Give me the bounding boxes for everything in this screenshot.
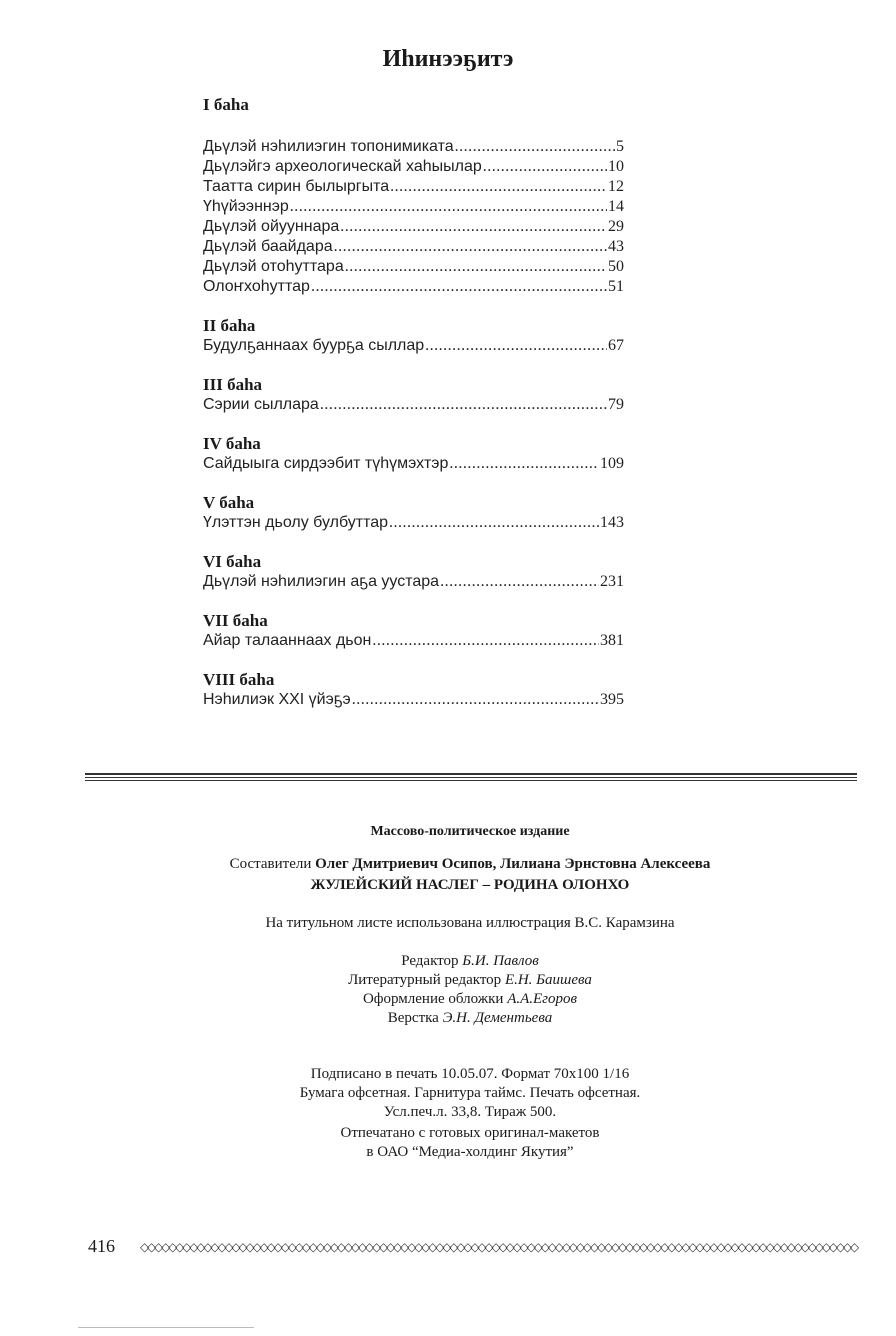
printer-line: Отпечатано с готовых оригинал-макетов: [340, 1125, 600, 1141]
toc-entry-page: 5: [616, 138, 624, 155]
toc-entry-title: Дьүлэй нэhилиэгин топонимиката: [203, 138, 454, 155]
publication-kind: Массово-политическое издание: [370, 824, 570, 839]
compilers-names: Олег Дмитриевич Осипов, Лилиана Эрнстовна Алексеева: [315, 856, 711, 872]
diamond-chain-icon: ◇◇◇◇◇◇◇◇◇◇◇◇◇◇◇◇◇◇◇◇◇◇◇◇◇◇◇◇◇◇◇◇◇◇◇◇◇◇◇◇◇◇◇◇◇◇◇◇◇◇◇◇◇◇◇◇◇◇◇◇◇◇◇◇◇◇◇◇◇◇◇◇◇◇◇◇◇◇◇◇◇◇◇◇◇◇◇◇◇◇◇◇◇◇◇◇◇◇◇◇◇◇: [140, 1239, 857, 1254]
toc-leader-dots: [425, 336, 607, 356]
toc-entry-title: Сэрии сыллара: [203, 396, 319, 413]
credit-role: Литературный редактор: [348, 972, 502, 988]
credit-name: Е.Н. Баишева: [504, 972, 592, 988]
credit-line: [0, 971, 896, 990]
toc-entry-title: Дьүлэй баайдара: [203, 238, 333, 255]
toc-leader-dots: [455, 137, 615, 157]
toc-leader-dots: [320, 395, 607, 415]
toc-entry-page: 51: [608, 278, 624, 295]
toc-entry: [203, 395, 624, 415]
toc-section-heading: III баhа: [203, 375, 263, 394]
divider-double-rule: [85, 773, 857, 783]
toc-title: Иhинээҕитэ: [382, 46, 514, 72]
credit-name: Б.И. Павлов: [462, 953, 539, 969]
toc-entry-page: 143: [600, 514, 624, 531]
toc-entry: [203, 137, 624, 157]
toc-leader-dots: [334, 237, 607, 257]
compilers-prefix: Составители: [229, 856, 312, 872]
toc-leader-dots: [340, 217, 607, 237]
publication-line: Подписано в печать 10.05.07. Формат 70х100 1/16: [310, 1066, 630, 1082]
toc-entry: [203, 631, 624, 651]
publication-details: [0, 1065, 896, 1122]
illustration-note: На титульном листе использована иллюстрация В.С. Карамзина: [265, 915, 675, 931]
toc-entry: [203, 690, 624, 710]
toc-entry: [203, 157, 624, 177]
toc-leader-dots: [389, 513, 599, 533]
toc-section: [203, 434, 624, 474]
toc-entry-page: 395: [600, 691, 624, 708]
publication-line: Бумага офсетная. Гарнитура таймс. Печать офсетная.: [299, 1085, 641, 1101]
toc-entry-title: Дьүлэй ойууннара: [203, 218, 340, 235]
toc-entry: [203, 197, 624, 217]
credit-line: [0, 952, 896, 971]
toc-entry-page: 10: [608, 158, 624, 175]
compilers-line: [0, 855, 896, 874]
toc-section-heading: VIII баhа: [203, 670, 275, 689]
toc-entry-page: 79: [608, 396, 624, 413]
toc-entry-page: 43: [608, 238, 624, 255]
toc-entry-title: Айар талааннаах дьон: [203, 632, 372, 649]
credits-list: [0, 952, 896, 1028]
toc-entry-page: 50: [608, 258, 624, 275]
toc-entry-title: Олоҥхоhуттар: [203, 278, 310, 295]
toc-leader-dots: [390, 177, 607, 197]
toc-entry-title: Дьүлэй нэhилиэгин аҕа уустара: [203, 573, 440, 590]
publication-line: Усл.печ.л. 33,8. Тираж 500.: [383, 1104, 557, 1120]
credit-name: А.А.Егоров: [507, 991, 578, 1007]
toc-entry: [203, 336, 624, 356]
toc-entry-page: 29: [608, 218, 624, 235]
toc-entry-page: 67: [608, 337, 624, 354]
toc-leader-dots: [345, 257, 607, 277]
toc-section-heading: VI баhа: [203, 552, 262, 571]
toc-entry-title: Будулҕаннаах буурҕа сыллар: [203, 337, 425, 354]
toc-entry: [203, 217, 624, 237]
toc-entry-page: 109: [600, 455, 624, 472]
toc-entry: [203, 177, 624, 197]
credit-line: [0, 990, 896, 1009]
toc-entry-title: Үлэттэн дьолу булбуттар: [203, 514, 389, 531]
toc-leader-dots: [352, 690, 599, 710]
toc-section: [203, 611, 624, 651]
toc-entry-title: Сайдыыга сирдээбит түhүмэхтэр: [203, 455, 449, 472]
toc-section-heading: IV баhа: [203, 434, 261, 453]
toc-entry: [203, 513, 624, 533]
credit-role: Редактор: [401, 953, 459, 969]
toc-entry-page: 231: [600, 573, 624, 590]
toc-entry-page: 12: [608, 178, 624, 195]
toc-leader-dots: [483, 157, 607, 177]
toc-leader-dots: [290, 197, 607, 217]
toc-section-heading: I баhа: [203, 95, 249, 114]
toc-section-heading: V баhа: [203, 493, 255, 512]
page-number: 416: [88, 1236, 115, 1256]
credit-line: [0, 1009, 896, 1028]
toc-leader-dots: [440, 572, 599, 592]
credit-role: Верстка: [387, 1010, 439, 1026]
toc-entry-title: Үhүйээннэр: [203, 198, 289, 215]
scan-artifact-line: [78, 1327, 254, 1328]
page-footer: [88, 1236, 860, 1257]
toc-entry-title: Нэhилиэк XXI үйэҕэ: [203, 691, 351, 708]
book-title: ЖУЛЕЙСКИЙ НАСЛЕГ – РОДИНА ОЛОНХО: [310, 877, 630, 893]
toc-entry: [203, 257, 624, 277]
toc-section-heading: VII баhа: [203, 611, 268, 630]
toc-entry-title: Таатта сирин былыргыта: [203, 178, 390, 195]
toc-entry: [203, 237, 624, 257]
toc-entry: [203, 572, 624, 592]
toc-entry: [203, 277, 624, 297]
toc-entry-page: 381: [600, 632, 624, 649]
toc-entry-title: Дьүлэйгэ археологическай хаhыылар: [203, 158, 482, 175]
toc-section: [203, 95, 624, 297]
toc-section: [203, 670, 624, 710]
imprint-block: [0, 822, 896, 1162]
printer-details: [0, 1124, 896, 1162]
toc-section-heading: II баhа: [203, 316, 256, 335]
toc-section: [203, 493, 624, 533]
toc-leader-dots: [372, 631, 599, 651]
toc-section: [203, 552, 624, 592]
toc-leader-dots: [311, 277, 607, 297]
toc-entry-page: 14: [608, 198, 624, 215]
credit-name: Э.Н. Дементьева: [442, 1010, 553, 1026]
credit-role: Оформление обложки: [362, 991, 504, 1007]
toc-leader-dots: [449, 454, 599, 474]
toc-section: [203, 375, 624, 415]
toc-entry-title: Дьүлэй отоhуттара: [203, 258, 344, 275]
toc-section: [203, 316, 624, 356]
printer-line: в ОАО “Медиа-холдинг Якутия”: [366, 1144, 574, 1160]
table-of-contents: [203, 95, 624, 710]
toc-entry: [203, 454, 624, 474]
